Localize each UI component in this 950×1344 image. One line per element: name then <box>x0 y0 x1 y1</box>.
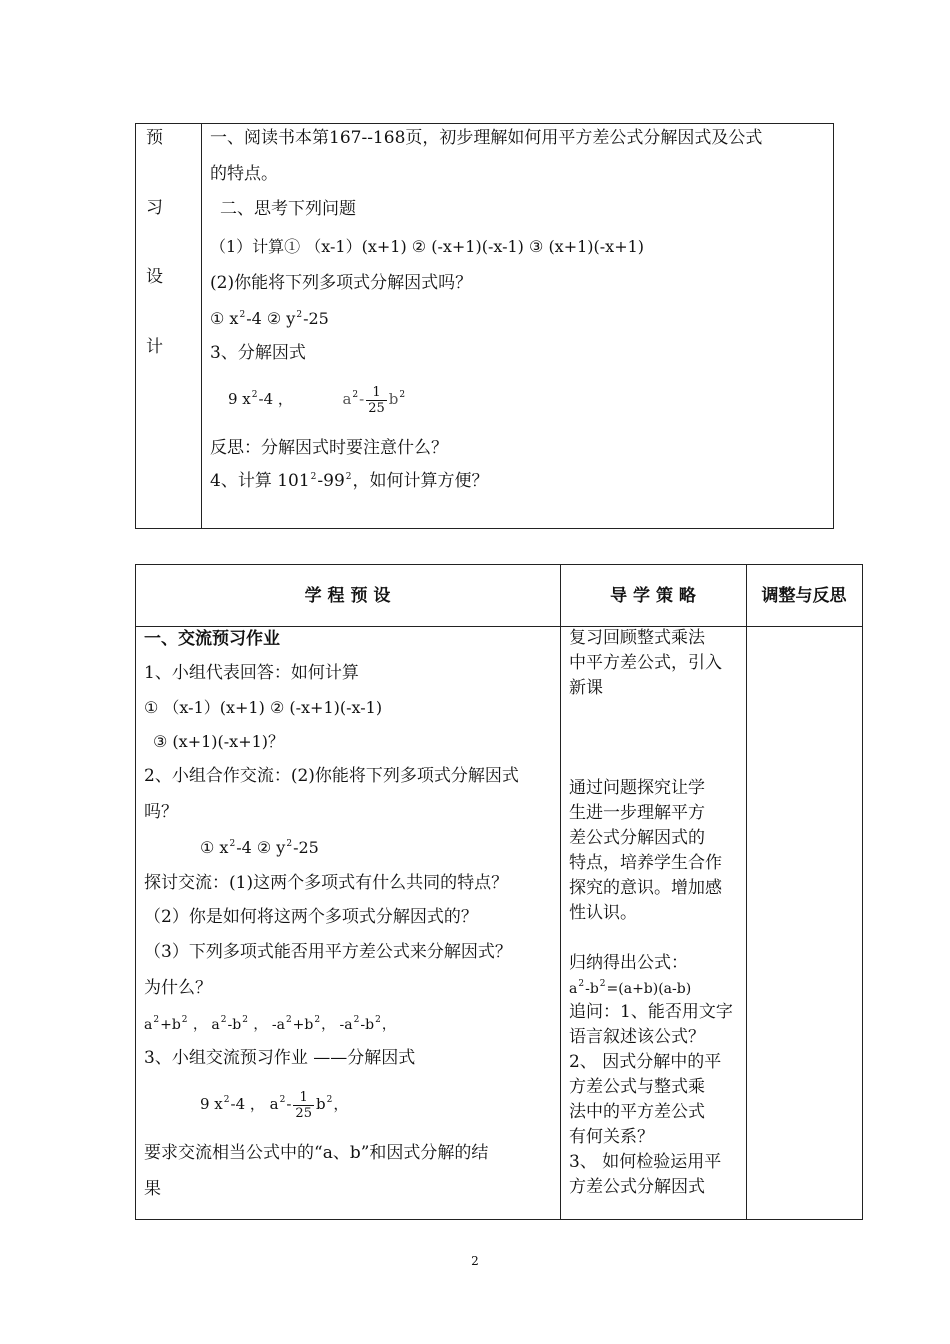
strategy-line-6: 差公式分解因式的 <box>569 828 705 848</box>
preview-line-2: 的特点。 <box>210 164 278 184</box>
left-p3: ③ (x+1)(-x+1)？ <box>153 732 285 751</box>
left-p5: 吗？ <box>144 802 178 822</box>
preview-side-char-1: 预 <box>146 128 163 148</box>
strategy-line-8: 探究的意识。增加感 <box>569 878 722 898</box>
left-p15: 果 <box>144 1179 161 1199</box>
preview-side-char-3: 设 <box>146 267 163 287</box>
strategy-line-13: 语言叙述该公式？ <box>569 1027 705 1047</box>
left-p7: 探讨交流：(1)这两个多项式有什么共同的特点？ <box>144 873 509 893</box>
preview-line-10: 4、计算 $101^2-99^2$，如何计算方便？ <box>210 471 489 491</box>
left-p6: ① $x^2-4$ ② $y^2-25$ <box>200 838 319 857</box>
preview-line-5: (2)你能将下列多项式分解因式吗？ <box>210 273 473 293</box>
strategy-line-9: 性认识。 <box>569 903 637 923</box>
preview-side-char-2: 习 <box>146 198 163 218</box>
preview-line-8: 9 $x^2-4$ ， $a^2-$ $\frac{1}{25}$ $b^2$ <box>228 384 406 416</box>
strategy-line-2: 中平方差公式，引入 <box>569 653 722 673</box>
left-p12: 3、小组交流预习作业 ——分解因式 <box>144 1048 416 1068</box>
strategy-line-19: 方差公式分解因式 <box>569 1177 705 1197</box>
preview-line-3: 二、思考下列问题 <box>220 199 356 219</box>
strategy-line-5: 生进一步理解平方 <box>569 803 705 823</box>
preview-line-7: 3、分解因式 <box>210 343 306 363</box>
strategy-line-10: 归纳得出公式： <box>569 953 688 973</box>
left-p11: $a^2+b^2$ ， $a^2-b^2$ ， $-a^2+b^2$， $-a^2-b^2$， <box>144 1015 396 1033</box>
header-strategy: 导 学 策 略 <box>610 586 696 606</box>
strategy-line-4: 通过问题探究让学 <box>569 778 705 798</box>
section-heading: 一、交流预习作业 <box>144 629 280 649</box>
left-p8: （2）你是如何将这两个多项式分解因式的？ <box>144 907 478 927</box>
strategy-line-14: 2、 因式分解中的平 <box>569 1052 722 1072</box>
strategy-line-15: 方差公式与整式乘 <box>569 1077 705 1097</box>
page-number: 2 <box>471 1254 479 1268</box>
strategy-formula: $a^2-b^2=(a+b)(a-b)$ <box>569 979 692 997</box>
strategy-line-18: 3、 如何检验运用平 <box>569 1152 722 1172</box>
preview-line-4: （1）计算① （x-1）(x+1) ② (-x+1)(-x-1) ③ (x+1)(-x+1) <box>210 237 645 256</box>
strategy-line-12: 追问：1、能否用文字 <box>569 1002 733 1022</box>
preview-line-9: 反思：分解因式时要注意什么？ <box>210 438 448 458</box>
left-p10: 为什么？ <box>144 978 212 998</box>
left-p2: ① （x-1）(x+1) ② (-x+1)(-x-1) <box>144 698 383 717</box>
strategy-line-7: 特点，培养学生合作 <box>569 853 722 873</box>
header-reflection: 调整与反思 <box>761 586 847 606</box>
strategy-line-16: 法中的平方差公式 <box>569 1102 705 1122</box>
preview-side-char-4: 计 <box>146 337 163 357</box>
preview-line-1: 一、阅读书本第167--168页，初步理解如何用平方差公式分解因式及公式 <box>210 128 763 148</box>
preview-line-6: ① $x^2-4$ ② $y^2-25$ <box>210 309 329 328</box>
strategy-line-17: 有何关系？ <box>569 1127 654 1147</box>
strategy-line-1: 复习回顾整式乘法 <box>569 628 705 648</box>
left-p14: 要求交流相当公式中的“a、b”和因式分解的结 <box>144 1143 489 1163</box>
left-p4: 2、小组合作交流：(2)你能将下列多项式分解因式 <box>144 766 519 786</box>
left-p13: 9 $x^2-4$ ， $a^2-$ $\frac{1}{25}$ $b^2$， <box>200 1089 349 1121</box>
strategy-line-3: 新课 <box>569 678 603 698</box>
left-p1: 1、小组代表回答：如何计算 <box>144 663 359 683</box>
left-p9: （3）下列多项式能否用平方差公式来分解因式？ <box>144 942 512 962</box>
header-plan: 学 程 预 设 <box>304 586 391 606</box>
